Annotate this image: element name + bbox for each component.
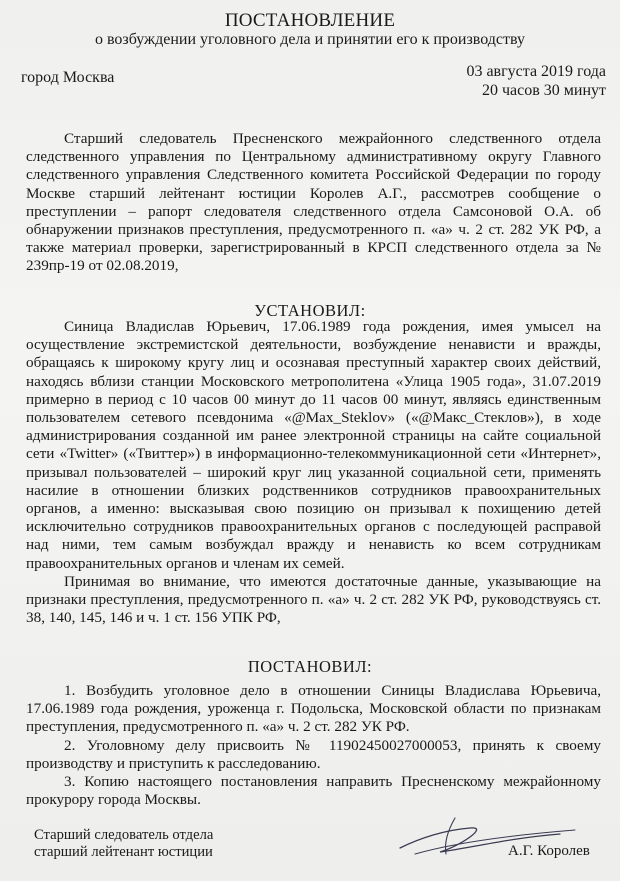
heading-established: УСТАНОВИЛ: [254, 301, 366, 320]
resolved-item-3: 3. Копию настоящего постановления направить Пресненскому межрайонному прокурору города Москвы. [26, 773, 601, 809]
date: 03 августа 2019 года [466, 63, 606, 80]
resolved-item-1: 1. Возбудить уголовное дело в отношении Синицы Владислава Юрьевича, 17.06.1989 года рождения, уроженца г. Подольска, Московской области по признакам преступления, предусмотренного п. «а» ч. 2 ст. 282 УК РФ. [26, 682, 601, 736]
signatory-position-line-1: Старший следователь отдела [34, 827, 214, 843]
established-paragraph-2: Принимая во внимание, что имеются достаточные данные, указывающие на признаки преступления, предусмотренного п. «а» ч. 2 ст. 282 УК РФ, руководствуясь ст. 38, 140, 145, 146 и ч. 1 ст. 156 УПК РФ, [26, 572, 601, 627]
heading-resolved: ПОСТАНОВИЛ: [247, 657, 373, 676]
signatory-position-line-2: старший лейтенант юстиции [34, 844, 213, 860]
intro-section [26, 130, 601, 276]
intro-paragraph: Старший следователь Пресненского межрайонного следственного отдела следственного управления по Центральному административному округу Главного следственного управления Следственного комитета Российской Федерации по городу Москве старший лейтенант юстиции Королев А.Г., рассмотрев сообщение о преступлении – рапорт следователя следственного отдела Самсоновой О.А. об обнаружении признаков преступления, предусмотренного п. «а» ч. 2 ст. 282 УК РФ, а также материал проверки, зарегистрированный в КРСП следственного отдела за № 239пр-19 от 02.08.2019, [26, 130, 601, 275]
established-section [26, 318, 601, 627]
established-paragraph-1: Синица Владислав Юрьевич, 17.06.1989 года рождения, имея умысел на осуществление экстремистской деятельности, возбуждение ненависти и вражды, обращаясь к широкому кругу лиц и осознавая преступный характер своих действий, находясь вблизи станции Московского метрополитена «Улица 1905 года», 31.07.2019 примерно в период с 10 часов 00 минут до 11 часов 00 минут, являясь единственным пользователем сетевого псевдонима «@Max_Steklov» («@Макс_Стеклов»), в ходе администрирования созданной им ранее электронной страницы на сайте социальной сети «Twitter» («Твиттер») в информационно-телекоммуникационной сети «Интернет», призывал пользователей – широкий круг лиц указанной социальной сети, применять насилие в отношении близких родственников сотрудников правоохранительных органов, а именно: высказывая свою позицию он призывал к похищению детей исключительно сотрудников правоохранительных органов с последующей расправой над ними, тем самым возбуждал вражду и ненависть ко всем сотрудникам правоохранительных органов и членам их семей. [26, 318, 601, 572]
resolved-item-2: 2. Уголовному делу присвоить № 11902450027000053, принять к своему производству и приступить к расследованию. [26, 736, 601, 772]
document-subtitle: о возбуждении уголовного дела и принятии его к производству [94, 31, 526, 48]
resolved-section [26, 682, 601, 809]
document-title: ПОСТАНОВЛЕНИЕ [224, 10, 396, 31]
time: 20 часов 30 минут [481, 82, 606, 99]
signatory-position [34, 827, 213, 861]
handwritten-signature [360, 808, 590, 870]
signatory-name: А.Г. Королев [508, 843, 590, 859]
city: город Москва [21, 69, 115, 86]
